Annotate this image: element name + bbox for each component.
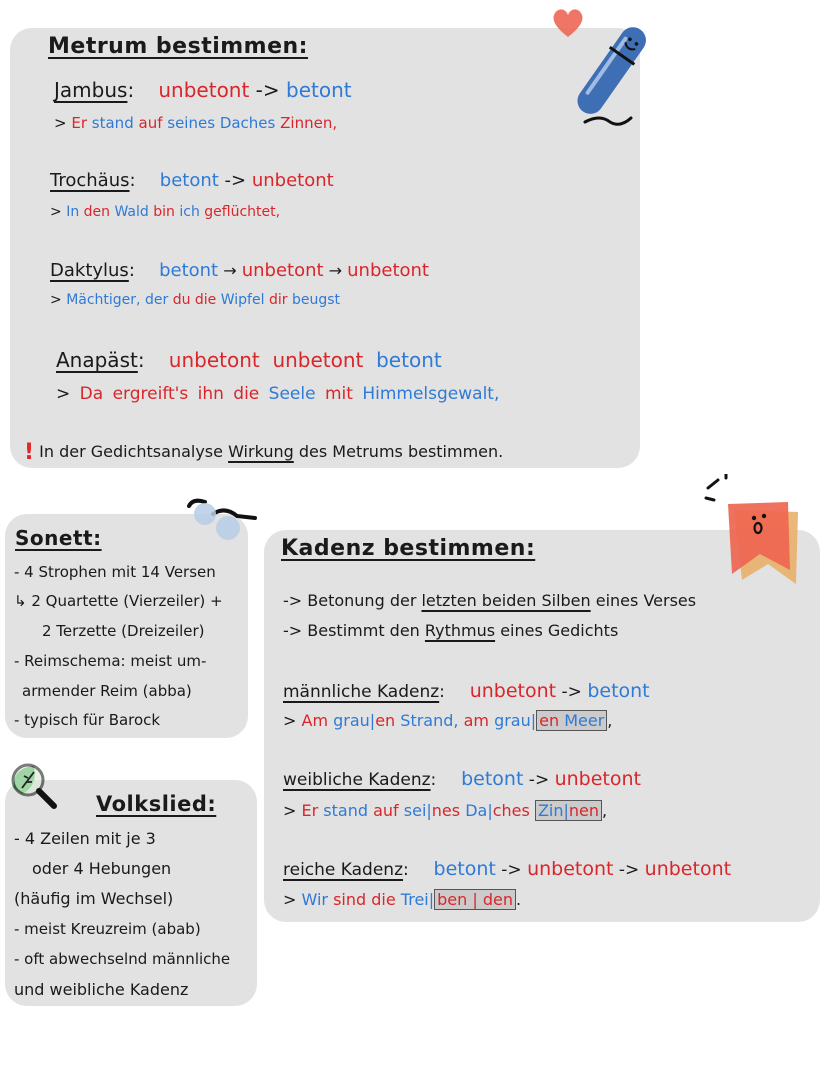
- foot-daktylus: Daktylus: betont → unbetont → unbetont: [50, 260, 429, 281]
- volkslied-line: oder 4 Hebungen: [32, 859, 172, 878]
- volkslied-line: - 4 Zeilen mit je 3: [14, 829, 156, 848]
- foot-name: Jambus: [54, 78, 128, 102]
- metrum-note: ! In der Gedichtsanalyse Wirkung des Metrums bestimmen.: [24, 440, 504, 465]
- example-trochaeus: > In den Wald bin ich geflüchtet,: [50, 204, 281, 220]
- sonett-line: - typisch für Barock: [14, 711, 161, 729]
- example-daktylus: > Mächtiger, der du die Wipfel dir beugst: [50, 292, 340, 308]
- pen-icon: [565, 18, 655, 133]
- sonett-line: 2 Terzette (Dreizeiler): [42, 622, 205, 640]
- volkslied-line: - oft abwechselnd männliche: [14, 950, 231, 968]
- cadence-box: en Meer: [536, 710, 607, 731]
- glasses-icon: [185, 496, 260, 546]
- kadenz-reich: reiche Kadenz: betont -> unbetont -> unbetont: [283, 858, 732, 880]
- example-weiblich: > Er stand auf sei|nes Da|ches Zin|nen ,: [283, 801, 608, 820]
- kadenz-maennlich: männliche Kadenz: unbetont -> betont: [283, 680, 650, 702]
- magnifier-leaf-icon: [8, 758, 68, 813]
- cadence-box: ben | den: [434, 889, 516, 910]
- kadenz-weiblich: weibliche Kadenz: betont -> unbetont: [283, 768, 641, 790]
- foot-name: Daktylus: [50, 260, 129, 281]
- example-jambus: > Er stand auf seines Daches Zinnen,: [54, 114, 338, 132]
- example-anapaest: > Da ergreift's ihn die Seele mit Himmelsgewalt,: [56, 384, 500, 404]
- foot-jambus: Jambus: unbetont -> betont: [54, 78, 352, 102]
- sonett-title: Sonett:: [15, 526, 102, 550]
- sonett-line: - 4 Strophen mit 14 Versen: [14, 563, 216, 581]
- foot-name: Trochäus: [50, 170, 130, 191]
- cadence-box: Zin|nen: [535, 800, 602, 821]
- kadenz-intro-1: -> Betonung der letzten beiden Silben eines Verses: [283, 591, 697, 610]
- bookmark-icon: [704, 474, 804, 584]
- volkslied-title: Volkslied:: [96, 792, 217, 816]
- metrum-title: Metrum bestimmen:: [48, 34, 308, 59]
- kadenz-title: Kadenz bestimmen:: [281, 536, 536, 561]
- kadenz-intro-2: -> Bestimmt den Rythmus eines Gedichts: [283, 621, 619, 640]
- volkslied-line: - meist Kreuzreim (abab): [14, 920, 201, 938]
- foot-anapaest: Anapäst: unbetont unbetont betont: [56, 348, 442, 372]
- volkslied-line: und weibliche Kadenz: [14, 980, 189, 999]
- foot-trochaeus: Trochäus: betont -> unbetont: [50, 170, 334, 191]
- example-reich: > Wir sind die Trei| ben | den .: [283, 890, 522, 909]
- example-maennlich: > Am grau|en Strand, am grau| en Meer ,: [283, 711, 613, 730]
- sonett-line: ↳ 2 Quartette (Vierzeiler) +: [14, 592, 223, 610]
- volkslied-line: (häufig im Wechsel): [14, 889, 174, 908]
- foot-name: Anapäst: [56, 348, 138, 372]
- sonett-line: - Reimschema: meist um-: [14, 652, 207, 670]
- exclamation-icon: !: [24, 440, 35, 465]
- sonett-line: armender Reim (abba): [22, 682, 192, 700]
